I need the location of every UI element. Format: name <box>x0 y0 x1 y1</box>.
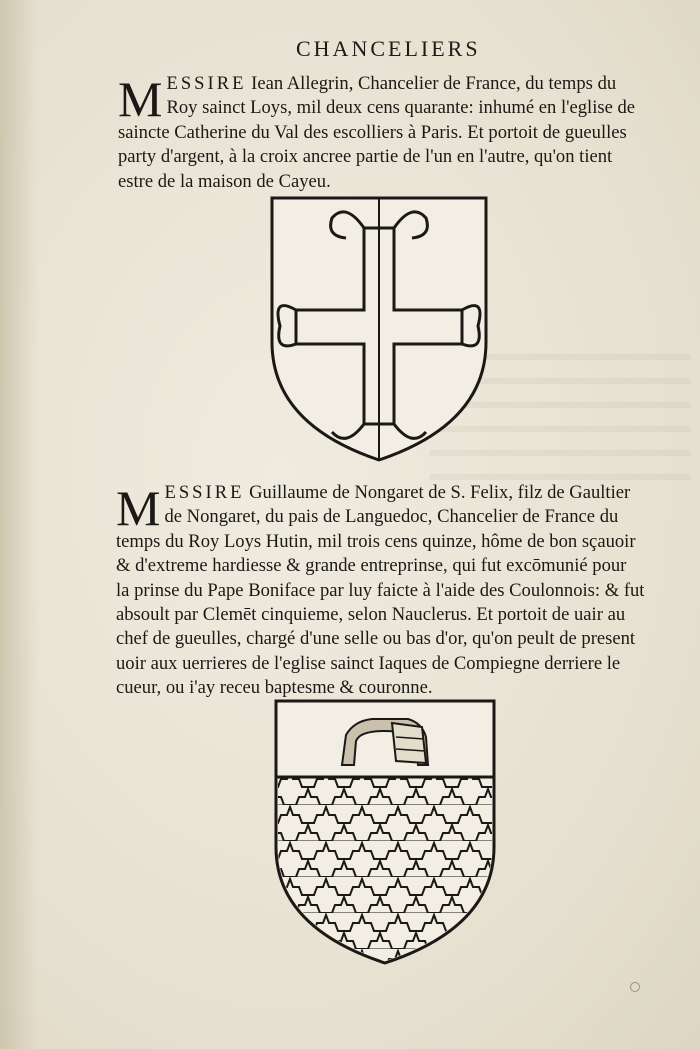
gutter-shadow <box>0 0 38 1049</box>
text-line: de Nongaret, du pais de Languedoc, Chancelier de France du <box>164 506 619 528</box>
vair-saddle-shield-icon <box>272 697 498 967</box>
line-text: Guillaume de Nongaret de S. Felix, filz de Gaultier <box>249 482 631 503</box>
text-line: estre de la maison de Cayeu. <box>118 170 331 192</box>
text-line: uoir aux uerrieres de l'eglise sainct Iaques de Compiegne derriere le <box>116 652 621 674</box>
line-text: Iean Allegrin, Chancelier de France, du temps du <box>251 73 617 94</box>
cross-ancree-shield-icon <box>266 192 492 464</box>
text-line: party d'argent, à la croix ancree partie de l'un en l'autre, qu'on tient <box>118 146 613 168</box>
entry-allegrin <box>118 72 651 194</box>
page-header: CHANCELIERS <box>296 36 481 61</box>
drop-cap-initial: M <box>118 71 163 127</box>
drop-cap-initial: M <box>116 480 161 536</box>
lead-word: ESSIRE <box>164 482 245 503</box>
lead-word: ESSIRE <box>166 73 247 94</box>
text-line: Roy sainct Loys, mil deux cens quarante: inhumé en l'eglise de <box>166 97 636 119</box>
text-line <box>118 72 651 96</box>
text-line: la prinse du Pape Boniface par luy faicte à l'aide des Coulonnois: & fut <box>116 579 645 601</box>
text-line: cueur, ou i'ay receu baptesme & couronne. <box>116 677 433 699</box>
text-line: temps du Roy Loys Hutin, mil trois cens quinze, hôme de bon sçauoir <box>116 530 636 552</box>
text-line: chef de gueulles, chargé d'une selle ou bas d'or, qu'on peult de present <box>116 628 636 650</box>
text-line <box>116 481 651 505</box>
text-line: absoult par Clemēt cinquieme, selon Nauclerus. Et portoit de uair au <box>116 604 626 626</box>
text-line: saincte Catherine du Val des escolliers à Paris. Et portoit de gueulles <box>118 121 627 143</box>
entry-nongaret <box>116 481 651 701</box>
text-line: & d'extreme hardiesse & grande entreprinse, qui fut excōmunié pour <box>116 555 627 577</box>
ink-mark <box>630 982 640 992</box>
